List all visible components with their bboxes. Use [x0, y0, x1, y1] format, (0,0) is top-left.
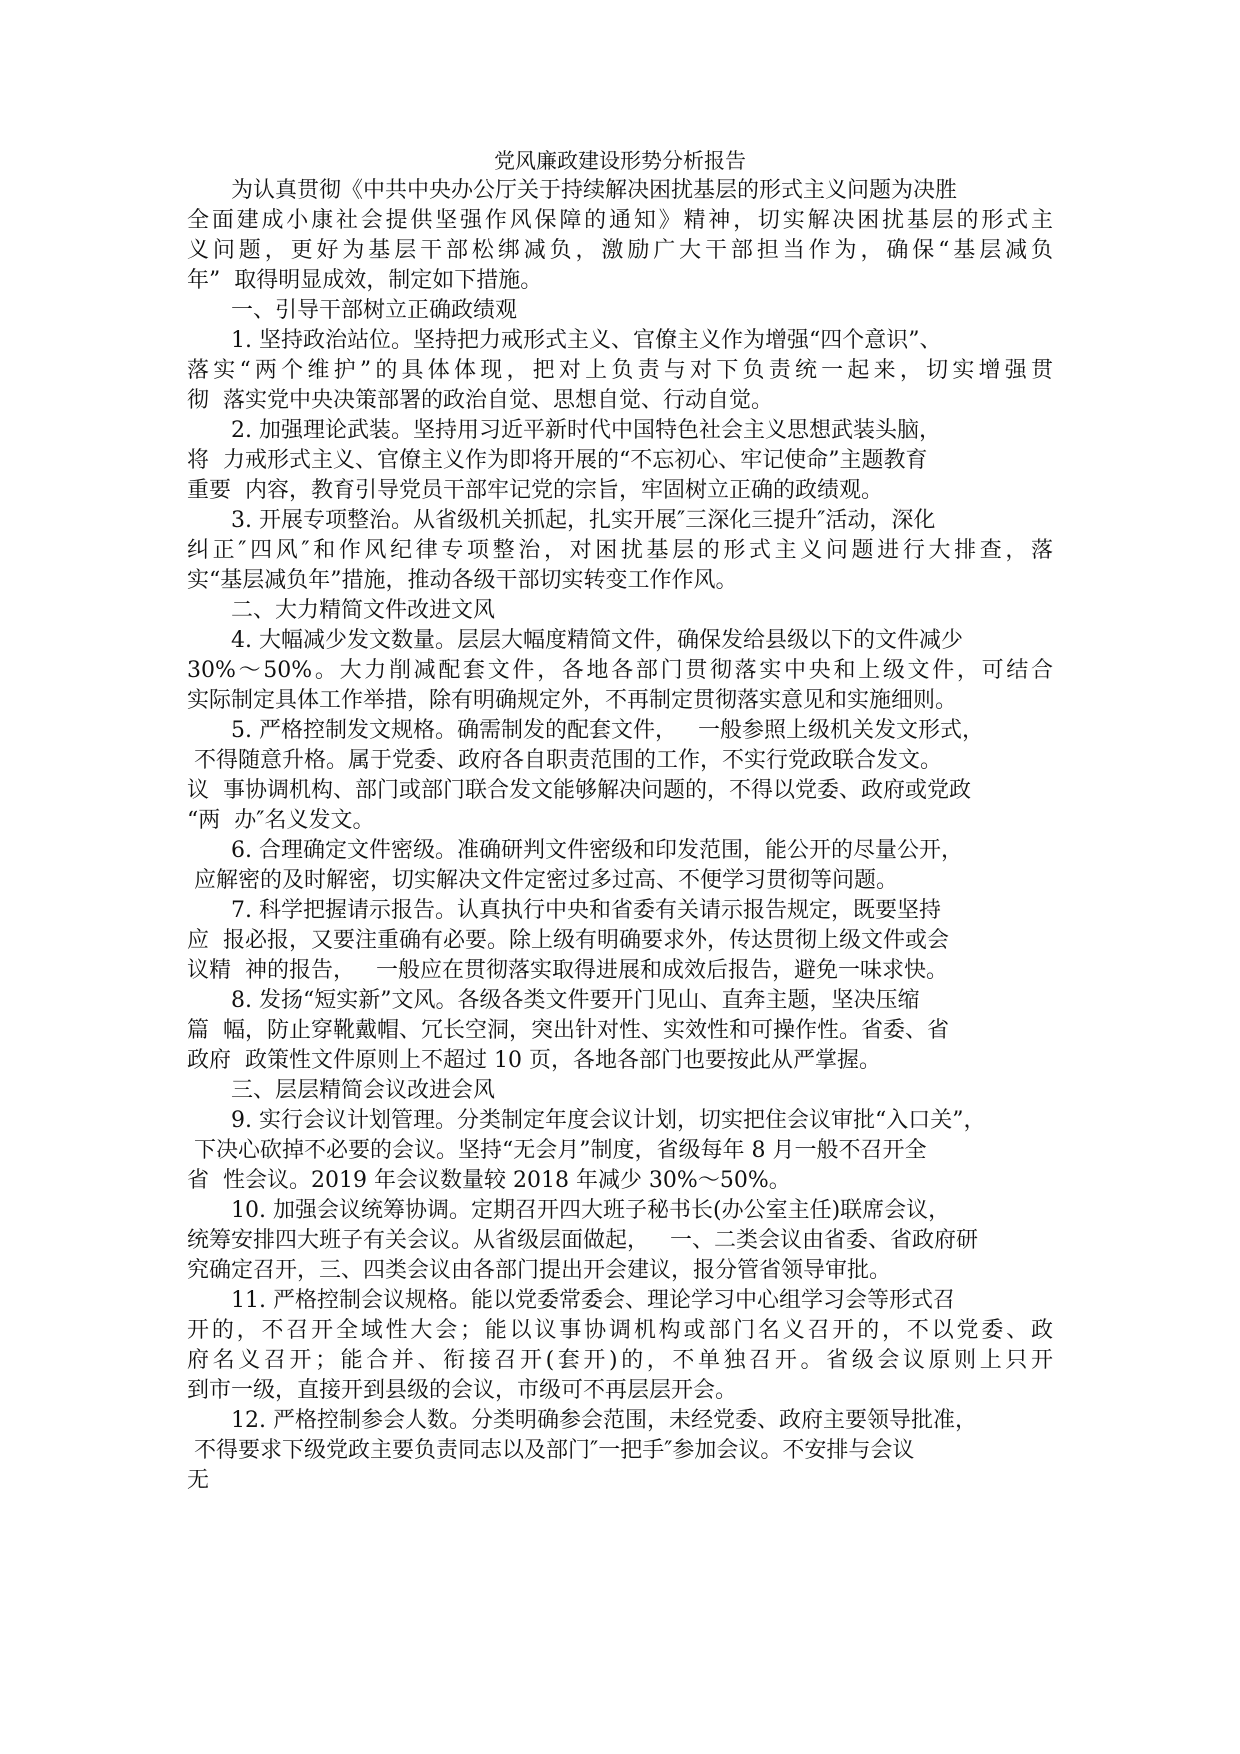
section-heading: 二、大力精简文件改进文风 [231, 598, 496, 623]
document-body [187, 146, 1053, 1496]
text-line: 篇 幅，防止穿靴戴帽、冗长空洞，突出针对性、实效性和可操作性。省委、省 [187, 1018, 949, 1043]
text-line: 11. 严格控制会议规格。能以党委常委会、理论学习中心组学习会等形式召 [231, 1288, 955, 1313]
text-line: 统筹安排四大班子有关会议。从省级层面做起， 一、二类会议由省委、省政府研 [187, 1228, 978, 1253]
text-line: 12. 严格控制参会人数。分类明确参会范围，未经党委、政府主要领导批准， [231, 1408, 977, 1433]
text-line: 9. 实行会议计划管理。分类制定年度会议计划，切实把住会议审批“入口关”， [231, 1108, 986, 1133]
text-line: 纠正″四风″和作风纪律专项整治，对困扰基层的形式主义问题进行大排查，落 [187, 538, 1053, 563]
page-title: 党风廉政建设形势分析报告 [494, 149, 746, 173]
text-line: 3. 开展专项整治。从省级机关抓起，扎实开展″三深化三提升″活动，深化 [231, 508, 936, 533]
text-line: 不得要求下级党政主要负责同志以及部门″一把手″参加会议。不安排与会议 [187, 1438, 915, 1463]
text-line: 10. 加强会议统筹协调。定期召开四大班子秘书长(办公室主任)联席会议， [231, 1198, 951, 1223]
text-line: 不得随意升格。属于党委、政府各自职责范围的工作，不实行党政联合发文。 [187, 748, 942, 773]
text-line: “两 办″名义发文。 [187, 808, 375, 833]
text-line: 到市一级，直接开到县级的会议，市级可不再层层开会。 [187, 1378, 738, 1403]
text-line: 应 报必报，又要注重确有必要。除上级有明确要求外，传达贯彻上级文件或会 [187, 928, 949, 953]
text-line: 1. 坚持政治站位。坚持把力戒形式主义、官僚主义作为增强“四个意识”、 [231, 328, 942, 353]
text-line: 重要 内容，教育引导党员干部牢记党的宗旨，牢固树立正确的政绩观。 [187, 478, 883, 503]
text-line: 应解密的及时解密，切实解决文件定密过多过高、不便学习贯彻等问题。 [187, 868, 898, 893]
text-line: 无 [187, 1468, 210, 1493]
text-line: 8. 发扬“短实新”文风。各级各类文件要开门见山、直奔主题，坚决压缩 [231, 988, 920, 1013]
text-line: 下决心砍掉不必要的会议。坚持“无会月”制度，省级每年 8 月一般不召开全 [187, 1138, 927, 1163]
text-line: 6. 合理确定文件密级。准确研判文件密级和印发范围，能公开的尽量公开， [231, 838, 963, 863]
text-line: 落实“两个维护”的具体体现，把对上负责与对下负责统一起来，切实增强贯 [187, 358, 1053, 383]
document-text [187, 176, 1053, 1496]
text-line: 实际制定具体工作举措，除有明确规定外，不再制定贯彻落实意见和实施细则。 [187, 688, 958, 713]
section-heading: 一、引导干部树立正确政绩观 [231, 298, 518, 323]
text-line: 议 事协调机构、部门或部门联合发文能够解决问题的，不得以党委、政府或党政 [187, 778, 971, 803]
text-line: 将 力戒形式主义、官僚主义作为即将开展的“不忘初心、牢记使命”主题教育 [187, 448, 928, 473]
text-line: 政府 政策性文件原则上不超过 10 页，各地各部门也要按此从严掌握。 [187, 1048, 881, 1073]
text-line: 议精 神的报告， 一般应在贯彻落实取得进展和成效后报告，避免一味求快。 [187, 958, 948, 983]
text-line: 5. 严格控制发文规格。确需制发的配套文件， 一般参照上级机关发文形式， [231, 718, 984, 743]
text-line: 开的，不召开全域性大会；能以议事协调机构或部门名义召开的，不以党委、政 [187, 1318, 1053, 1343]
text-line: 2. 加强理论武装。坚持用习近平新时代中国特色社会主义思想武装头脑， [231, 418, 941, 443]
text-line: 7. 科学把握请示报告。认真执行中央和省委有关请示报告规定，既要坚持 [231, 898, 941, 923]
text-line: 府名义召开；能合并、衔接召开(套开)的，不单独召开。省级会议原则上只开 [187, 1348, 1053, 1373]
text-line: 义问题，更好为基层干部松绑减负，激励广大干部担当作为，确保“基层减负 [187, 238, 1053, 263]
text-line: 年” 取得明显成效，制定如下措施。 [187, 268, 543, 293]
text-line: 为认真贯彻《中共中央办公厅关于持续解决困扰基层的形式主义问题为决胜 [231, 178, 958, 203]
text-line: 究确定召开，三、四类会议由各部门提出开会建议，报分管省领导审批。 [187, 1258, 892, 1283]
text-line: 30%～50%。大力削减配套文件，各地各部门贯彻落实中央和上级文件，可结合 [187, 658, 1053, 683]
text-line: 4. 大幅减少发文数量。层层大幅度精简文件，确保发给县级以下的文件减少 [231, 628, 963, 653]
text-line: 省 性会议。2019 年会议数量较 2018 年减少 30%～50%。 [187, 1168, 791, 1193]
text-line: 彻 落实党中央决策部署的政治自觉、思想自觉、行动自觉。 [187, 388, 773, 413]
text-line: 全面建成小康社会提供坚强作风保障的通知》精神，切实解决困扰基层的形式主 [187, 208, 1053, 233]
section-heading: 三、层层精简会议改进会风 [231, 1078, 496, 1103]
text-line: 实“基层减负年”措施，推动各级干部切实转变工作作风。 [187, 568, 738, 593]
